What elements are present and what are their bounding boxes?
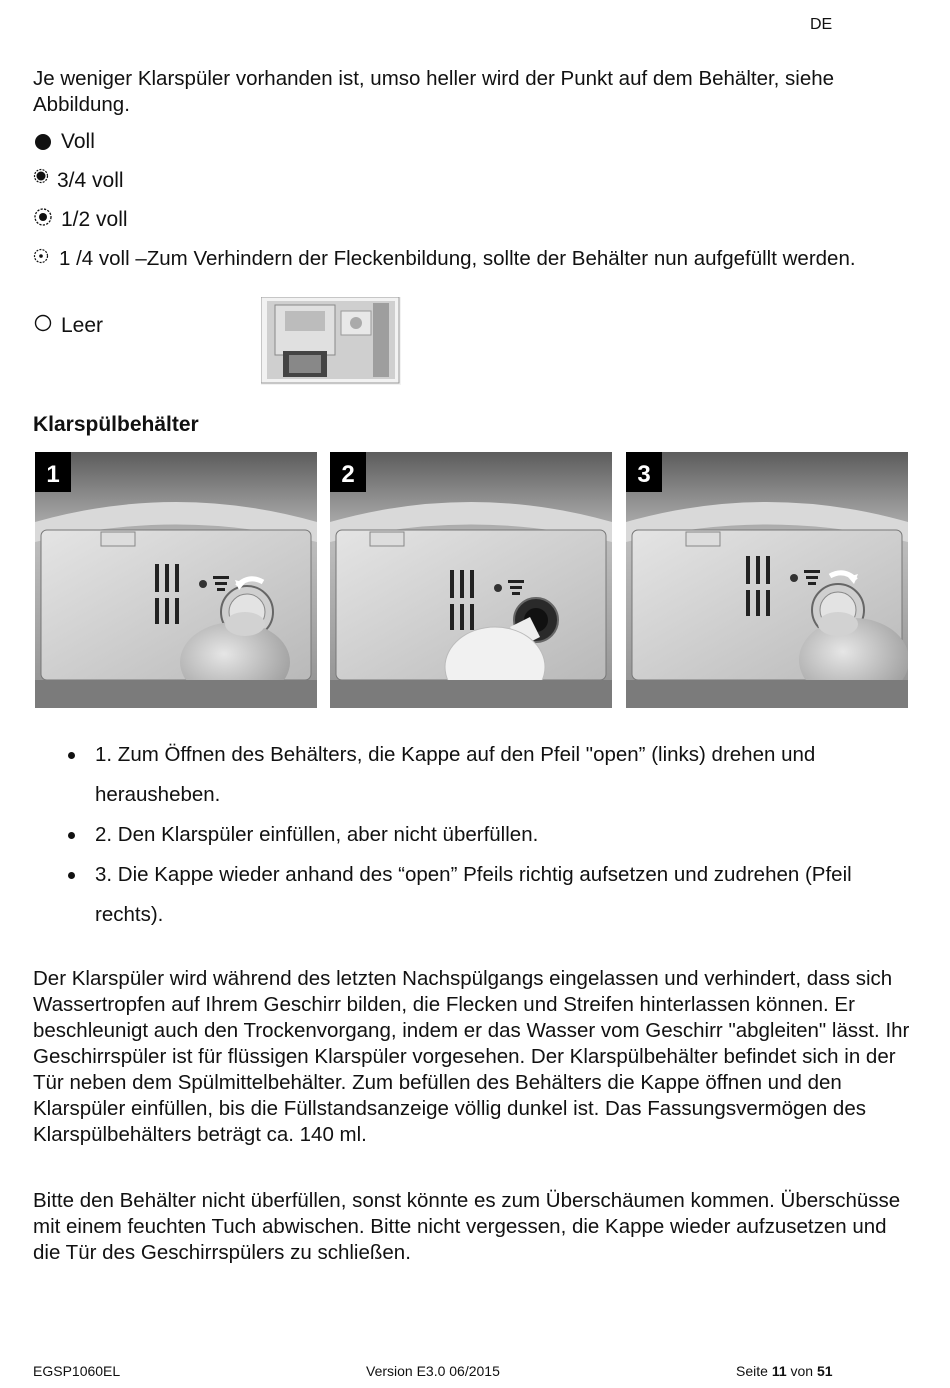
full-dot-icon [33, 132, 53, 152]
level-label: 1 /4 voll –Zum Verhindern der Fleckenbildung, sollte der Behälter nun aufgefüllt werden. [59, 247, 856, 270]
step-2-image [330, 452, 612, 708]
half-dot-icon [33, 207, 53, 227]
level-half [33, 208, 128, 232]
bullet-icon [68, 872, 75, 879]
level-quarter [33, 246, 913, 272]
section-title: Klarspülbehälter [33, 413, 199, 436]
bullet-icon [68, 752, 75, 759]
dispenser-thumbnail-image [261, 297, 401, 385]
step-number: 3 [637, 461, 651, 488]
step-number: 2 [341, 461, 355, 488]
level-label: 1/2 voll [61, 208, 128, 231]
body-paragraph-2: Bitte den Behälter nicht überfüllen, sonst könnte es zum Überschäumen kommen. Überschüsse mit einem feuchten Tuch abwischen. Bitte nicht vergessen, die Kappe wieder aufzusetzen und die Tür des Geschirrspülers zu schließen. [33, 1189, 901, 1264]
language-code: DE [810, 16, 833, 33]
step-1-image [35, 452, 317, 708]
body-paragraph-1: Der Klarspüler wird während des letzten Nachspülgangs eingelassen und verhindert, dass sich Wassertropfen auf Ihrem Geschirr bilden, die Flecken und Streifen hinterlassen können. Er beschleunigt auch den Trockenvorgang, indem er das Wasser vom Geschirr "abgleiten" lässt. Ihr Geschirrspüler ist für flüssigen Klarspüler vorgesehen. Der Klarspülbehälter befindet sich in der Tür neben dem Spülmittelbehälter. Zum befüllen des Behälters die Kappe öffnen und den Klarspüler einfüllen, bis die Füllstandsanzeige völlig dunkel ist. Das Fassungsvermögen des Klarspülbehälters beträgt ca. 140 ml. [33, 967, 910, 1146]
intro-paragraph: Je weniger Klarspüler vorhanden ist, umso heller wird der Punkt auf dem Behälter, siehe Abbildung. [33, 67, 835, 116]
instruction-list [60, 735, 920, 935]
footer-version: Version E3.0 06/2015 [366, 1363, 500, 1379]
level-three-quarter [33, 169, 124, 193]
bullet-icon [68, 832, 75, 839]
level-full [33, 130, 95, 154]
footer-model: EGSP1060EL [33, 1363, 121, 1379]
level-label: Leer [61, 314, 104, 337]
footer-page-number: Seite 11 von 51 [736, 1363, 833, 1379]
level-label: Voll [61, 130, 95, 153]
quarter-dot-icon [33, 248, 49, 264]
list-item: 2. Den Klarspüler einfüllen, aber nicht überfüllen. [60, 815, 920, 855]
list-item: 3. Die Kappe wieder anhand des “open” Pfeils richtig aufsetzen und zudrehen (Pfeil rechts). [60, 855, 920, 935]
empty-dot-icon [33, 313, 53, 333]
step-3-image [626, 452, 908, 708]
level-label: 3/4 voll [57, 169, 124, 192]
three-quarter-dot-icon [33, 168, 49, 186]
step-number: 1 [46, 461, 60, 488]
level-empty [33, 314, 103, 338]
list-item: 1. Zum Öffnen des Behälters, die Kappe auf den Pfeil "open” (links) drehen und herausheben. [60, 735, 920, 815]
